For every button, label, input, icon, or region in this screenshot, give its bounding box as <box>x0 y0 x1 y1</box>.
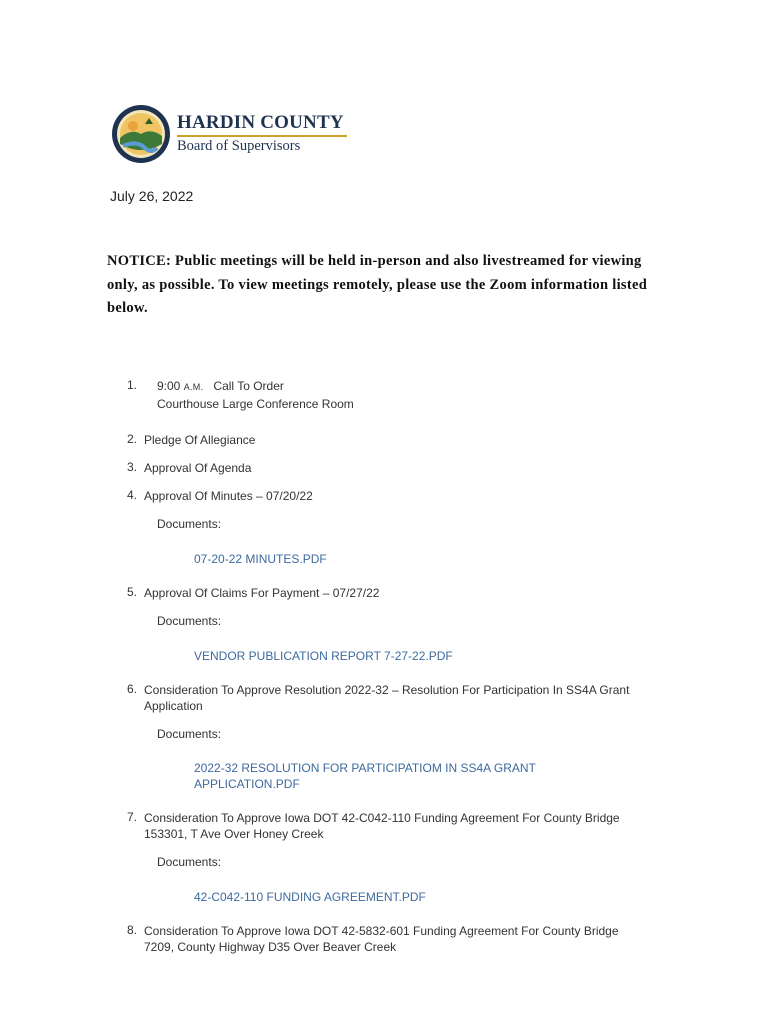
item-number: 6. <box>127 682 138 696</box>
item-number: 4. <box>127 488 138 502</box>
document-link-funding-agreement[interactable]: 42-C042-110 FUNDING AGREEMENT.PDF <box>194 890 426 904</box>
agenda-item-resolution: Consideration To Approve Resolution 2022-32 – Resolution For Participation In SS4A Grant Application <box>144 683 630 713</box>
item-number: 7. <box>127 810 138 824</box>
agenda-item-funding-agreement-honey-creek: Consideration To Approve Iowa DOT 42-C042-110 Funding Agreement For County Bridge 153301, T Ave Over Honey Creek <box>144 811 620 841</box>
item-title: Call To Order <box>213 379 284 393</box>
org-divider <box>177 135 347 137</box>
item-number: 8. <box>127 923 138 937</box>
item-number: 2. <box>127 432 138 446</box>
item-number: 3. <box>127 460 138 474</box>
document-link-minutes[interactable]: 07-20-22 MINUTES.PDF <box>194 552 327 566</box>
item-location: Courthouse Large Conference Room <box>157 397 354 411</box>
agenda-item-funding-agreement-beaver-creek: Consideration To Approve Iowa DOT 42-5832-601 Funding Agreement For County Bridge 7209, County Highway D35 Over Beaver Creek <box>144 924 619 954</box>
org-subtitle: Board of Supervisors <box>177 138 301 154</box>
county-seal-logo <box>111 104 171 164</box>
item-time: 9:00 <box>157 379 181 393</box>
documents-label: Documents: <box>157 517 222 531</box>
agenda-item-call-to-order <box>157 378 577 395</box>
org-name: HARDIN COUNTY <box>177 112 344 133</box>
documents-label: Documents: <box>157 855 222 869</box>
agenda-item-approval-minutes: Approval Of Minutes – 07/20/22 <box>144 489 313 503</box>
document-link-vendor-report[interactable]: VENDOR PUBLICATION REPORT 7-27-22.PDF <box>194 649 453 663</box>
notice-paragraph: NOTICE: Public meetings will be held in-person and also livestreamed for viewing only, as possible. To view meetings remotely, please use the Zoom information listed below. <box>107 253 648 316</box>
item-number: 1. <box>127 378 138 392</box>
agenda-item-approval-claims: Approval Of Claims For Payment – 07/27/22 <box>144 586 380 600</box>
documents-label: Documents: <box>157 614 222 628</box>
meeting-date: July 26, 2022 <box>110 188 194 204</box>
document-link-resolution[interactable]: 2022-32 RESOLUTION FOR PARTICIPATIOM IN SS4A GRANT APPLICATION.PDF <box>194 761 536 791</box>
agenda-item-approval-agenda: Approval Of Agenda <box>144 461 252 475</box>
item-time-ampm: A.M. <box>183 382 204 392</box>
documents-label: Documents: <box>157 727 222 741</box>
item-number: 5. <box>127 585 138 599</box>
agenda-item-pledge: Pledge Of Allegiance <box>144 433 256 447</box>
